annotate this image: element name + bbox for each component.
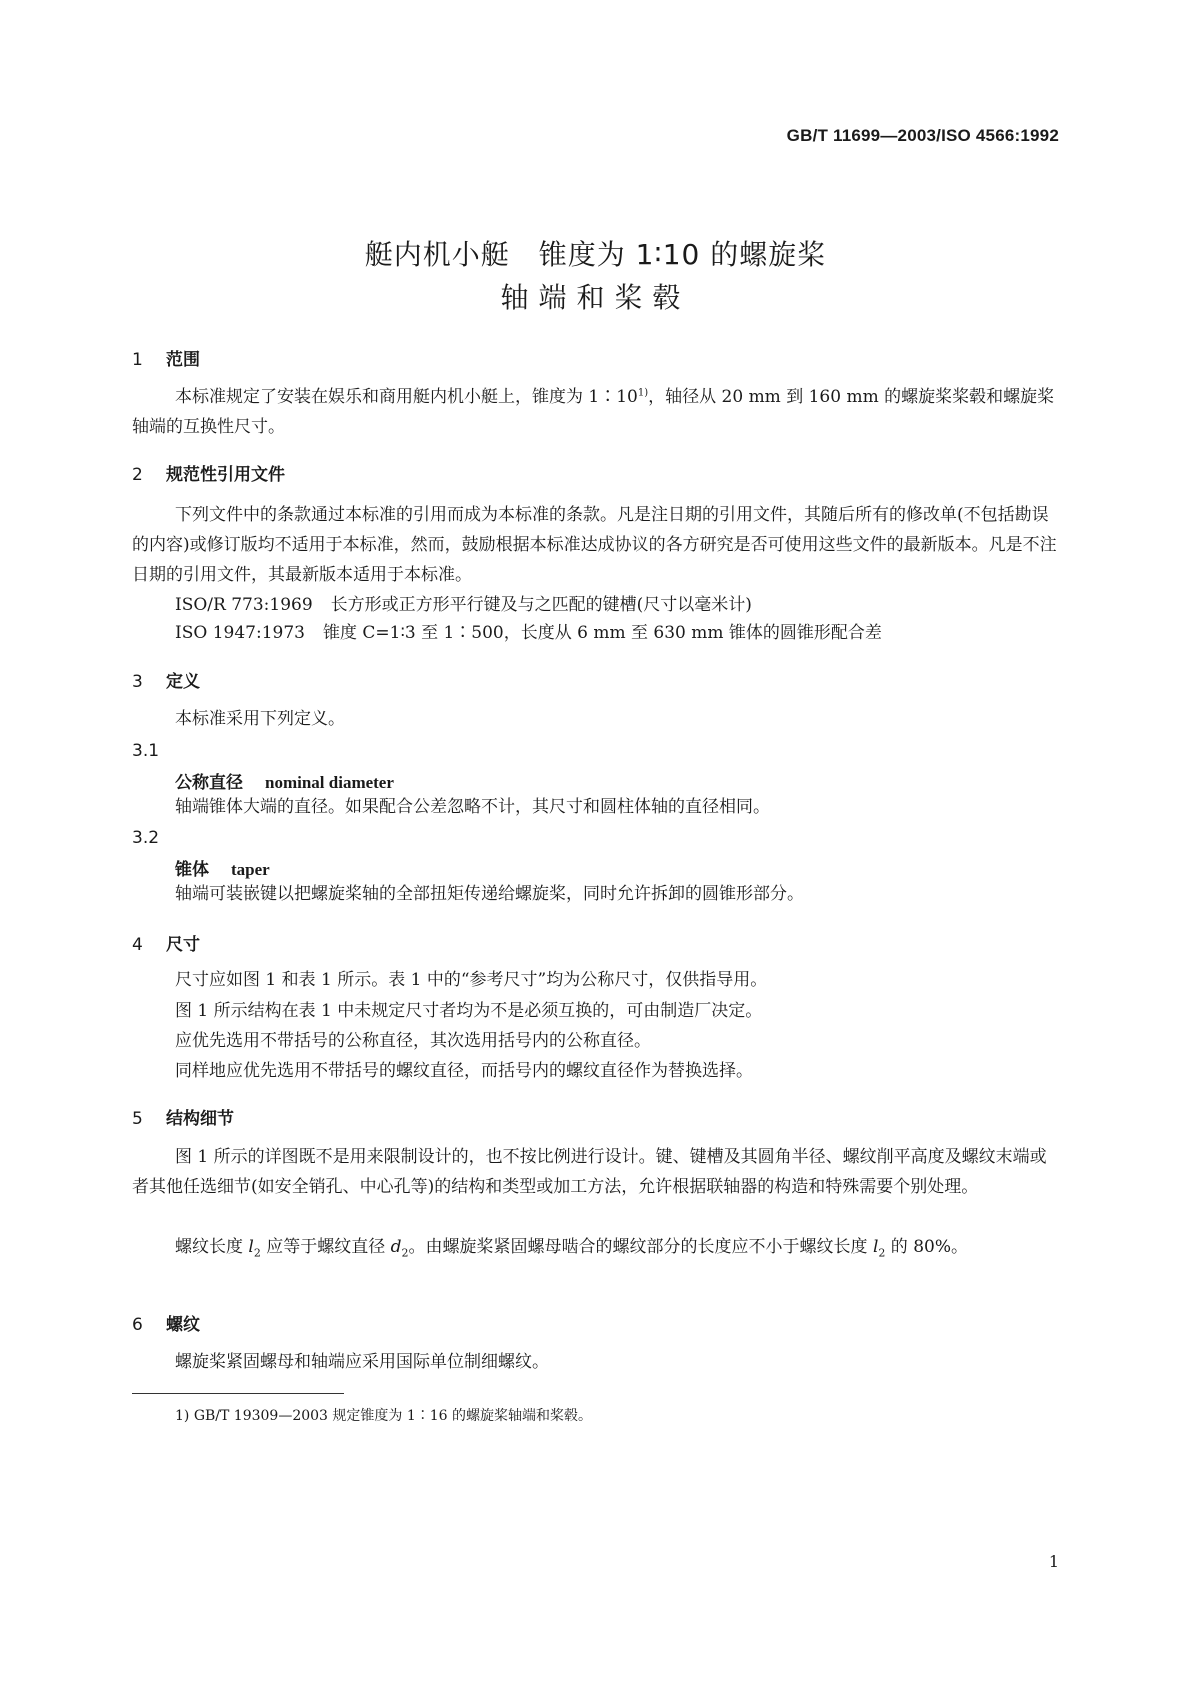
reference-2 (175, 618, 882, 648)
section-4-line-2: 图 1 所示结构在表 1 中未规定尺寸者均为不是必须互换的，可由制造厂决定。 (175, 1001, 763, 1021)
title-line-2: 轴端和桨毂 (500, 281, 691, 314)
section-title: 螺纹 (166, 1315, 200, 1335)
reference-title: 长方形或正方形平行键及与之匹配的键槽(尺寸以毫米计) (330, 595, 752, 615)
section-4-line-4: 同样地应优先选用不带括号的螺纹直径，而括号内的螺纹直径作为替换选择。 (175, 1061, 753, 1081)
section-title: 范围 (166, 350, 200, 370)
definition-taper: 轴端可装嵌键以把螺旋桨轴的全部扭矩传递给螺旋桨，同时允许拆卸的圆锥形部分。 (175, 884, 804, 904)
symbol-l: l (248, 1237, 254, 1257)
symbol-l: l (872, 1237, 879, 1257)
text-span: 螺纹长度 (175, 1237, 249, 1257)
section-number: 6 (132, 1315, 143, 1335)
reference-title: 锥度 C=1∶3 至 1∶500，长度从 6 mm 至 630 mm 锥体的圆锥形配合差 (322, 623, 882, 643)
footnote: 1) GB/T 19309—2003 规定锥度为 1∶16 的螺旋桨轴端和桨毂。 (175, 1408, 593, 1424)
section-5-paragraph-1: 图 1 所示的详图既不是用来限制设计的，也不按比例进行设计。键、键槽及其圆角半径、螺纹削平高度及螺纹末端或者其他任选细节(如安全销孔、中心孔等)的结构和类型或加工方法，允许根据联轴器的构造和特殊需要个别处理。 (132, 1147, 1047, 1197)
term-english: nominal diameter (265, 773, 394, 792)
section-6-heading (132, 1310, 200, 1335)
symbol-d: d (390, 1237, 402, 1257)
document-code: GB/T 11699—2003/ISO 4566:1992 (786, 126, 1059, 145)
section-5-heading (132, 1104, 234, 1129)
section-4-heading (132, 930, 200, 955)
section-number: 5 (132, 1109, 143, 1129)
subscript: 2 (401, 1246, 409, 1260)
section-number: 3 (132, 672, 143, 692)
term-english: taper (231, 860, 270, 879)
section-title: 结构细节 (166, 1109, 234, 1129)
footnote-separator (132, 1393, 344, 1394)
section-1-paragraph (132, 382, 1059, 442)
text-span: ，轴径从 20 mm 到 160 mm 的螺旋桨桨毂和螺旋桨轴端的互换性尺寸。 (132, 387, 1055, 437)
subscript: 2 (878, 1246, 886, 1260)
reference-code: ISO 1947:1973 (175, 623, 305, 643)
subclause-3-2-number: 3.2 (132, 828, 160, 848)
text-span: 的 80%。 (890, 1237, 968, 1257)
term-chinese: 公称直径 (175, 773, 243, 793)
text-span: 应等于螺纹直径 (260, 1237, 391, 1257)
section-title: 尺寸 (166, 935, 200, 955)
section-title: 规范性引用文件 (166, 465, 285, 485)
section-1-heading (132, 345, 200, 370)
section-number: 1 (132, 350, 143, 370)
section-2-heading (132, 460, 285, 485)
definition-nominal-diameter: 轴端锥体大端的直径。如果配合公差忽略不计，其尺寸和圆柱体轴的直径相同。 (175, 797, 770, 817)
reference-1 (175, 590, 752, 620)
page-number: 1 (1048, 1552, 1059, 1571)
section-title: 定义 (166, 672, 200, 692)
section-3-heading (132, 667, 200, 692)
text-span: 。由螺旋桨紧固螺母啮合的螺纹部分的长度应不小于螺纹长度 (408, 1237, 873, 1257)
term-chinese: 锥体 (175, 860, 209, 880)
section-4-line-1: 尺寸应如图 1 和表 1 所示。表 1 中的“参考尺寸”均为公称尺寸，仅供指导用。 (175, 970, 768, 990)
section-4-line-3: 应优先选用不带括号的公称直径，其次选用括号内的公称直径。 (175, 1031, 651, 1051)
section-number: 2 (132, 465, 143, 485)
footnote-ref: 1) (637, 387, 649, 399)
subclause-3-1-number: 3.1 (132, 741, 160, 761)
section-number: 4 (132, 935, 143, 955)
section-5-paragraph-2 (132, 1232, 1059, 1262)
reference-code: ISO/R 773:1969 (175, 595, 313, 615)
definitions-intro: 本标准采用下列定义。 (175, 709, 345, 729)
section-6-paragraph: 螺旋桨紧固螺母和轴端应采用国际单位制细螺纹。 (175, 1352, 549, 1372)
title-line-1: 艇内机小艇 锥度为 1∶10 的螺旋桨 (364, 238, 827, 271)
text-span: 本标准规定了安装在娱乐和商用艇内机小艇上，锥度为 1∶10 (175, 387, 638, 407)
term-taper (175, 855, 270, 880)
term-nominal-diameter (175, 768, 394, 793)
subscript: 2 (253, 1246, 261, 1260)
section-2-paragraph: 下列文件中的条款通过本标准的引用而成为本标准的条款。凡是注日期的引用文件，其随后所有的修改单(不包括勘误的内容)或修订版均不适用于本标准，然而，鼓励根据本标准达成协议的各方研究是否可使用这些文件的最新版本。凡是不注日期的引用文件，其最新版本适用于本标准。 (132, 505, 1057, 585)
